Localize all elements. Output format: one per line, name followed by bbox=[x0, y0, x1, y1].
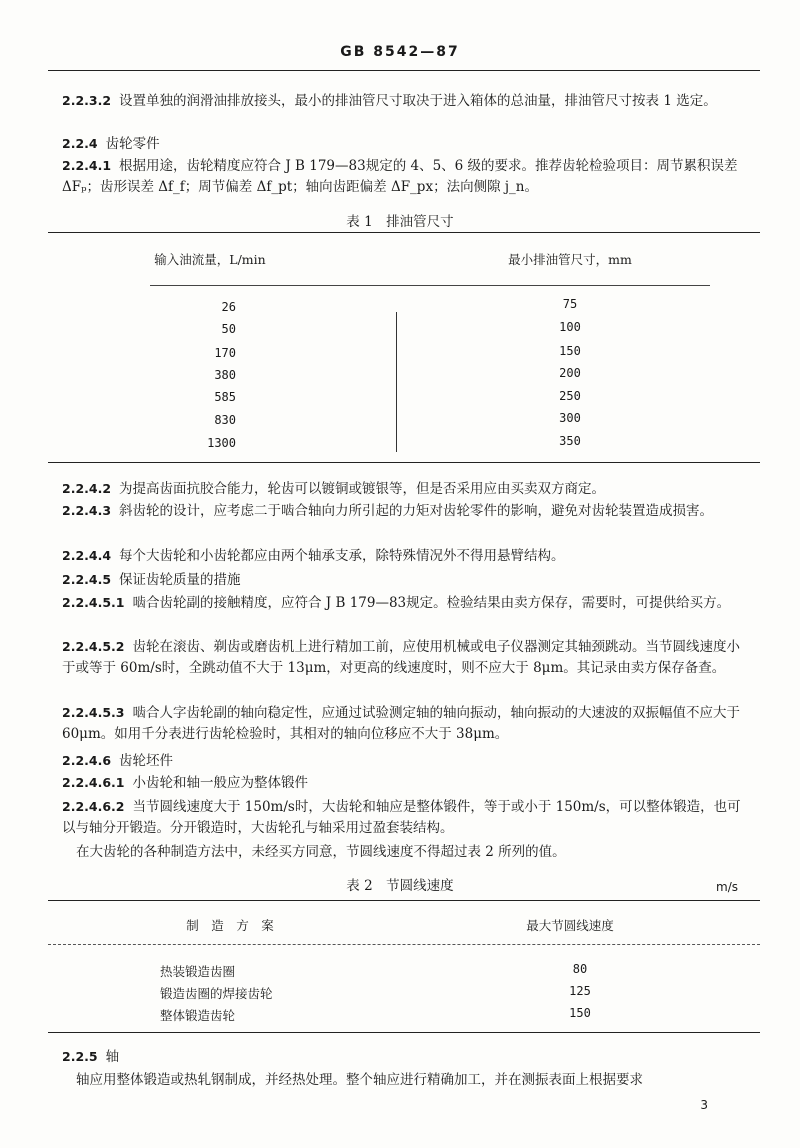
table1-cell: 50 bbox=[221, 322, 236, 336]
clause-text: 根据用途，齿轮精度应符合 J B 179—83规定的 4、5、6 级的要求。推荐齿轮检验项目：周节累积误差 ΔFₚ；齿形误差 Δf_f；周节偏差 Δf_pt；轴向齿距偏差 ΔF_px；法向侧隙 j_n。 bbox=[62, 158, 738, 195]
header-rule bbox=[48, 70, 760, 71]
clause-number: 2.2.3.2 bbox=[62, 93, 112, 108]
clause-text: 在大齿轮的各种制造方法中，未经买方同意，节圆线速度不得超过表 2 所列的值。 bbox=[76, 844, 566, 860]
clause-text: 轴 bbox=[105, 1049, 120, 1065]
table2-cell: 125 bbox=[569, 984, 591, 998]
table1-caption: 表 1 排油管尺寸 bbox=[346, 214, 454, 230]
paragraph-2-2-4-5-3 bbox=[62, 702, 752, 745]
page-number: 3 bbox=[700, 1098, 708, 1112]
table1-cell: 170 bbox=[214, 346, 236, 360]
paragraph-2-2-3-2 bbox=[62, 90, 752, 112]
clause-number: 2.2.4 bbox=[62, 136, 98, 151]
clause-text: 保证齿轮质量的措施 bbox=[119, 572, 241, 588]
clause-text: 齿轮零件 bbox=[105, 136, 160, 152]
table2-cell: 热装锻造齿圈 bbox=[160, 964, 236, 979]
clause-number: 2.2.4.5 bbox=[62, 572, 112, 587]
paragraph-2-2-4-3 bbox=[62, 500, 752, 522]
table1-header-size: 最小排油管尺寸，mm bbox=[508, 252, 632, 267]
paragraph-2-2-4-1 bbox=[62, 155, 752, 198]
clause-number: 2.2.4.4 bbox=[62, 548, 112, 563]
table1-bottom-rule bbox=[48, 462, 760, 463]
table1-cell: 250 bbox=[559, 389, 581, 403]
table1-cell: 380 bbox=[214, 368, 236, 382]
clause-text: 设置单独的润滑油排放接头，最小的排油管尺寸取决于进入箱体的总油量，排油管尺寸按表 1 选定。 bbox=[119, 93, 717, 109]
table1-cell: 350 bbox=[559, 434, 581, 448]
table1-cell: 150 bbox=[559, 344, 581, 358]
table2-header-method: 制 造 方 案 bbox=[186, 918, 274, 933]
table2-header-speed: 最大节圆线速度 bbox=[526, 918, 614, 933]
paragraph-2-2-5 bbox=[62, 1046, 752, 1068]
table1-top-rule bbox=[48, 232, 760, 233]
table1-cell: 300 bbox=[559, 411, 581, 425]
table1-header-rule bbox=[150, 285, 710, 286]
clause-number: 2.2.4.6 bbox=[62, 753, 112, 768]
table1-cell: 200 bbox=[559, 366, 581, 380]
clause-text: 齿轮在滚齿、剃齿或磨齿机上进行精加工前，应使用机械或电子仪器测定其轴颈跳动。当节圆线速度小于或等于 60m/s时，全跳动值不大于 13μm，对更高的线速度时，则不应大于 8μm。其记录由卖方保存备查。 bbox=[62, 639, 740, 676]
clause-number: 2.2.4.2 bbox=[62, 481, 112, 496]
table2-caption: 表 2 节圆线速度 bbox=[346, 878, 454, 894]
clause-text: 为提高齿面抗胶合能力，轮齿可以镀铜或镀银等，但是否采用应由买卖双方商定。 bbox=[119, 481, 606, 497]
paragraph-continuation bbox=[76, 842, 752, 863]
clause-number: 2.2.4.1 bbox=[62, 158, 112, 173]
paragraph-2-2-4-6-1 bbox=[62, 772, 752, 794]
clause-text: 齿轮坯件 bbox=[119, 753, 174, 769]
paragraph-2-2-4-6 bbox=[62, 750, 752, 772]
paragraph-2-2-4-6-2 bbox=[62, 796, 752, 839]
table2-cell: 150 bbox=[569, 1006, 591, 1020]
table2-cell: 80 bbox=[572, 962, 588, 976]
paragraph-2-2-4 bbox=[62, 133, 752, 155]
table1-divider bbox=[396, 312, 397, 452]
paragraph-2-2-5-body bbox=[76, 1070, 752, 1091]
table1-cell: 585 bbox=[214, 390, 236, 404]
clause-number: 2.2.4.3 bbox=[62, 503, 112, 518]
clause-text: 斜齿轮的设计，应考虑二于啮合轴向力所引起的力矩对齿轮零件的影响，避免对齿轮装置造成损害。 bbox=[119, 503, 714, 519]
table2-unit: m/s bbox=[716, 880, 738, 894]
clause-text: 啮合人字齿轮副的轴向稳定性，应通过试验测定轴的轴向振动，轴向振动的大速波的双振幅值不应大于 60μm。如用千分表进行齿轮检验时，其相对的轴向位移应不大于 38μm。 bbox=[62, 705, 740, 742]
table1-header-flow: 输入油流量，L/min bbox=[154, 252, 266, 267]
clause-number: 2.2.4.5.3 bbox=[62, 705, 125, 720]
paragraph-2-2-4-4 bbox=[62, 545, 752, 567]
paragraph-2-2-4-2 bbox=[62, 478, 752, 500]
table1-cell: 26 bbox=[221, 300, 236, 314]
paragraph-2-2-4-5-2 bbox=[62, 636, 752, 679]
clause-number: 2.2.4.6.2 bbox=[62, 799, 125, 814]
table2-bottom-rule bbox=[48, 1032, 760, 1033]
clause-number: 2.2.4.6.1 bbox=[62, 775, 125, 790]
clause-text: 当节圆线速度大于 150m/s时，大齿轮和轴应是整体锻件，等于或小于 150m/s，可以整体锻造，也可以与轴分开锻造。分开锻造时，大齿轮孔与轴采用过盈套装结构。 bbox=[62, 799, 741, 836]
clause-number: 2.2.4.5.2 bbox=[62, 639, 125, 654]
table1-cell: 1300 bbox=[207, 436, 236, 450]
paragraph-2-2-4-5-1 bbox=[62, 592, 752, 614]
table2-top-rule bbox=[48, 900, 760, 901]
table1-cell: 75 bbox=[562, 297, 578, 311]
table2-cell: 锻造齿圈的焊接齿轮 bbox=[160, 986, 273, 1001]
page-header: GB 8542—87 bbox=[340, 44, 460, 60]
clause-text: 轴应用整体锻造或热轧钢制成，并经热处理。整个轴应进行精确加工，并在测振表面上根据要求 bbox=[76, 1072, 643, 1088]
clause-number: 2.2.5 bbox=[62, 1049, 98, 1064]
clause-text: 小齿轮和轴一般应为整体锻件 bbox=[132, 775, 308, 791]
table2-cell: 整体锻造齿轮 bbox=[160, 1008, 236, 1023]
clause-text: 每个大齿轮和小齿轮都应由两个轴承支承，除特殊情况外不得用悬臂结构。 bbox=[119, 548, 565, 564]
clause-number: 2.2.4.5.1 bbox=[62, 595, 125, 610]
paragraph-2-2-4-5 bbox=[62, 569, 752, 591]
table1-cell: 830 bbox=[214, 413, 236, 427]
table2-header-rule bbox=[48, 944, 760, 945]
clause-text: 啮合齿轮副的接触精度，应符合 J B 179—83规定。检验结果由卖方保存，需要时，可提供给买方。 bbox=[132, 595, 731, 611]
table1-cell: 100 bbox=[559, 320, 581, 334]
